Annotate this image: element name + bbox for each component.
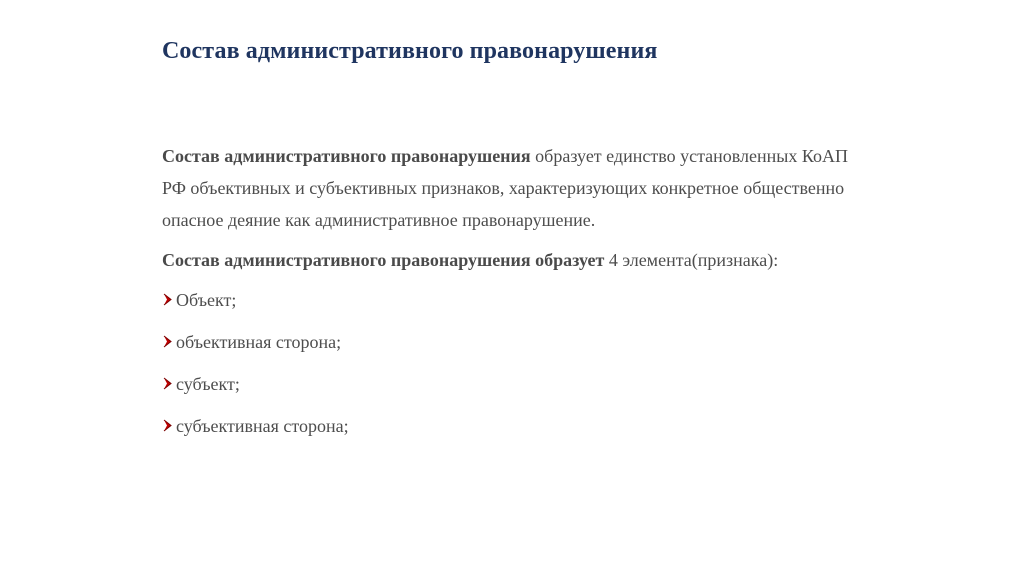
elements-text: 4 элемента(признака): — [604, 250, 779, 270]
elements-term: Состав административного правонарушения образует — [162, 250, 605, 270]
list-item-label: субъект; — [176, 374, 240, 394]
list-item — [162, 368, 862, 410]
arrowhead-bullet-icon — [162, 410, 176, 442]
arrowhead-bullet-icon — [162, 326, 176, 358]
slide-body — [162, 140, 862, 452]
list-item-label: субъективная сторона; — [176, 416, 349, 436]
elements-paragraph — [162, 244, 862, 276]
list-item — [162, 326, 862, 368]
arrowhead-bullet-icon — [162, 368, 176, 400]
arrowhead-bullet-icon — [162, 284, 176, 316]
definition-term: Состав административного правонарушения — [162, 146, 531, 166]
slide-title: Состав административного правонарушения — [162, 38, 658, 64]
definition-paragraph — [162, 140, 862, 236]
list-item — [162, 284, 862, 326]
list-item — [162, 410, 862, 452]
list-item-label: Объект; — [176, 290, 237, 310]
elements-list — [162, 284, 862, 452]
list-item-label: объективная сторона; — [176, 332, 342, 352]
definition-text: образует единство установленных КоАП РФ объективных и субъективных признаков, характеризующих конкретное общественно опасное деяние как административное правонарушение. — [162, 146, 848, 230]
